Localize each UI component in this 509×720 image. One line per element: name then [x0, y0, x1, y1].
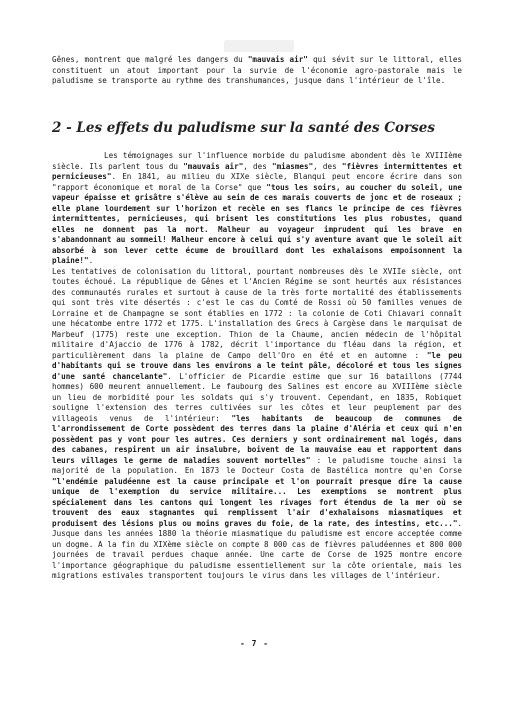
body-text: . L'officier de Picardie estime que sur 16 bataillons (7744 hommes) 600 meurent annuellement. Le faubourg des Salines est encore au XVIIIème siècle un lieu de morbidité pour les soldats qui s'y trouvent. Cependant, en 1835, Robiquet souligne l'extension des terres cultivées sur les côtes et leur peuplement par des villageois venus de l'intérieur:: [52, 371, 462, 423]
body-text: . Jusque dans les années 1880 la théorie miasmatique du paludisme est encore acceptée comme un dogme. A la fin du XIXème siècle on compte 8 000 cas de fièvres paludéennes et 800 000 journées de travail perdues chaque année. Une carte de Corse de 1925 montre encore l'importance géographique du paludisme essentiellement sur la côte orientale, mais les migrations estivales transportent toujours le virus dans les villages de l'intérieur.: [52, 518, 462, 580]
quote-blanqui: "tous les soirs, au coucher du soleil, une vapeur épaisse et grisâtre s'élève au sein de ces marais couverts de jonc et de roseaux ; elle plane lourdement sur l'horizon et recèle en ses flancs le principe de ces fièvres intermittentes, pernicieuses, qui brisent les constitutions les plus robustes, quand elles ne donnent pas la mort. Malheur au voyageur imprudent qui les brave en s'abandonnant au sommeil! Malheur encore à celui qui s'y aventure avant que le soleil ait absorbé à son lever cette écume de brouillard dont les exhalaisons empoisonnent la plaine!": [52, 182, 462, 265]
quote-thion: "le peu d'habitants qui se trouve dans les environs a le teint pâle, décoloré et tous les signes d'une santé chancelante": [52, 350, 462, 381]
body-text: Les témoignages sur l'influence morbide du paludisme abondent dès le XVIIIème siècle. Ils parlent tous du: [52, 151, 462, 171]
body-paragraph: [52, 151, 462, 582]
header-smudge: [224, 40, 294, 52]
intro-quote-mauvais-air: "mauvais air": [247, 55, 308, 64]
quote-fievres: "fièvres intermittentes et pernicieuses": [52, 161, 463, 181]
page-number: - 7 -: [239, 639, 270, 648]
quote-robiquet: "les habitants de beaucoup de communes de l'arrondissement de Corte possèdent des terres dans la plaine d'Aléria et ceux qui n'en possèdent pas y vont pour les autres. Ces derniers y sont ordinairement mal logés, dans des cabanes, respirent un air insalubre, boivent de la mauvaise eau et rapportent dans leurs villages le germe de maladies souvent mortelles": [52, 413, 462, 465]
body-text: , des: [243, 161, 272, 171]
quote-costa: "l'endémie paludéenne est la cause principale et l'on pourrait presque dire la cause unique de l'exemption du service militaire... Les exemptions se montrent plus spécialement dans les cantons qui longent les rivages fort étendus de la mer où se trouvent des eaux stagnantes qui remplissent l'air d'exhalaisons miasmatiques et produisent des lésions plus ou moins graves du foie, de la rate, des intestins, etc...": [52, 476, 462, 528]
quote-mauvais-air: "mauvais air": [183, 161, 244, 171]
body-text: : le paludisme touche ainsi la majorité de la population. En 1873 le Docteur Costa de Bastélica montre qu'en Corse: [52, 455, 462, 475]
section-title: 2 - Les effets du paludisme sur la santé des Corses: [52, 120, 435, 136]
body-text: , des: [313, 161, 342, 171]
intro-paragraph: [52, 55, 462, 87]
intro-text-2: qui sévit sur le littoral, elles constituent un atout important pour la survie de l'économie agro-pastorale mais le paludisme se transporte au rythme des transhumances, jusque dans l'intérieur de l'île.: [52, 55, 462, 85]
body-text: Les tentatives de colonisation du littoral, pourtant nombreuses dès le XVIIe siècle, ont toutes échoué. La république de Gênes et l'Ancien Régime se sont heurtés aux résistances des communautés rurales et surtout à cause de la très forte mortalité des établissements qui sont très vite désertés : c'est le cas du Comté de Rossi où 50 familles venues de Lorraine et de Champagne se sont établies en 1772 : la colonie de Coti Chiavari connaît une hécatombe entre 1772 et 1775. L'installation des Grecs à Cargèse dans le marquisat de Marbeuf (1775) reste une exception. Thion de la Chaume, ancien médecin de l'hôpital militaire d'Ajaccio de 1776 à 1782, décrit l'importance du fléau dans la région, et particulièrement dans la plaine de Campo dell'Oro en été et en automne :: [52, 266, 462, 360]
intro-text-1: Gênes, montrent que malgré les dangers du: [52, 55, 248, 64]
body-text: . En 1841, au milieu du XIXe siècle, Blanqui peut encore écrire dans son "rapport économique et moral de la Corse" que: [52, 172, 462, 192]
body-text: .: [88, 256, 94, 265]
quote-miasmes: "miasmes": [272, 161, 314, 171]
